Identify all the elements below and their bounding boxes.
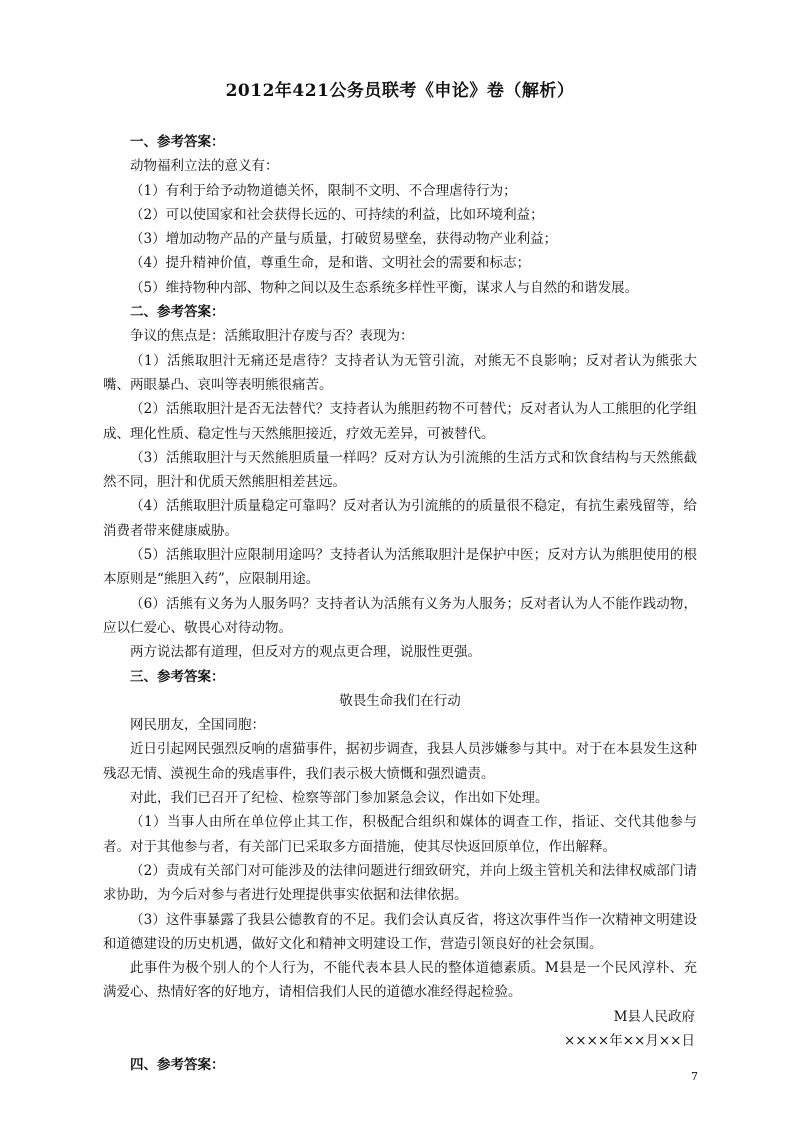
essay-paragraph: （1）当事人由所在单位停止其工作，积极配合组织和媒体的调查工作，指证、交代其他参与者。对于其他参与者，有关部门已采取多方面措施，使其尽快返回原单位，作出解释。: [103, 814, 697, 855]
section-2-item: （1）活熊取胆汁无痛还是虐待？支持者认为无管引流，对熊无不良影响；反对者认为熊张大嘴、两眼暴凸、哀叫等表明熊很痛苦。: [103, 352, 697, 393]
section-1-paragraph: 动物福利立法的意义有：: [130, 158, 279, 175]
section-2-paragraph: 争议的焦点是：活熊取胆汁存废与否？表现为：: [130, 328, 414, 345]
essay-paragraph: 对此，我们已召开了纪检、检察等部门参加紧急会议，作出如下处理。: [130, 790, 549, 807]
essay-paragraph: 近日引起网民强烈反响的虐猫事件，据初步调查，我县人员涉嫌参与其中。对于在本县发生这种残忍无情、漠视生命的残虐事件，我们表示极大愤慨和强烈谴责。: [103, 741, 697, 782]
essay-paragraph: 此事件为极个别人的个人行为，不能代表本县人民的整体道德素质。M县是一个民风淳朴、充满爱心、热情好客的好地方，请相信我们人民的道德水准经得起检验。: [103, 960, 697, 1001]
essay-date: ××××年××月××日: [564, 1032, 695, 1049]
section-2-item: （6）活熊有义务为人服务吗？支持者认为活熊有义务为人服务；反对者认为人不能作践动物，应以仁爱心、敬畏心对待动物。: [103, 595, 697, 636]
section-3-heading: 三、参考答案：: [130, 668, 225, 685]
essay-signature: M县人民政府: [613, 1008, 695, 1025]
section-2-item: （3）活熊取胆汁与天然熊胆质量一样吗？反对方认为引流熊的生活方式和饮食结构与天然熊截然不同，胆汁和优质天然熊胆相差甚远。: [103, 449, 697, 491]
section-1-item: （1）有利于给予动物道德关怀，限制不文明、不合理虐待行为；: [130, 182, 517, 199]
section-1-item: （2）可以使国家和社会获得长远的、可持续的利益，比如环境利益；: [130, 206, 544, 223]
essay-salutation: 网民朋友，全国同胞：: [130, 717, 265, 734]
document-title: 2012年421公务员联考《申论》卷（解析）: [225, 81, 575, 101]
section-1-item: （4）提升精神价值，尊重生命，是和谐、文明社会的需要和标志；: [130, 255, 531, 272]
section-1-item: （3）增加动物产品的产量与质量，打破贸易壁垒，获得动物产业利益；: [130, 231, 558, 248]
essay-paragraph: （2）责成有关部门对可能涉及的法律问题进行细致研究，并向上级主管机关和法律权威部门请求协助，为今后对参与者进行处理提供事实依据和法律依据。: [103, 862, 697, 904]
section-2-conclusion: 两方说法都有道理，但反对方的观点更合理，说服性更强。: [130, 644, 481, 661]
section-1-item: （5）维持物种内部、物种之间以及生态系统多样性平衡，谋求人与自然的和谐发展。: [130, 279, 639, 296]
essay-title: 敬畏生命我们在行动: [339, 692, 461, 709]
essay-paragraph: （3）这件事暴露了我县公德教育的不足。我们会认真反省，将这次事件当作一次精神文明建设和道德建设的历史机遇，做好文化和精神文明建设工作，营造引领良好的社会氛围。: [103, 911, 697, 952]
section-2-item: （5）活熊取胆汁应限制用途吗？支持者认为活熊取胆汁是保护中医；反对方认为熊胆使用的根本原则是“熊胆入药”，应限制用途。: [103, 547, 697, 588]
page-number: 7: [691, 1070, 698, 1083]
document-body: [103, 130, 697, 1078]
section-1-heading: 一、参考答案：: [130, 134, 225, 150]
section-2-item: （4）活熊取胆汁质量稳定可靠吗？反对者认为引流熊的的质量很不稳定，有抗生素残留等，给消费者带来健康威胁。: [103, 498, 697, 539]
section-4-heading: 四、参考答案：: [130, 1057, 225, 1074]
section-2-item: （2）活熊取胆汁是否无法替代？支持者认为熊胆药物不可替代；反对者认为人工熊胆的化学组成、理化性质、稳定性与天然熊胆接近，疗效无差异，可被替代。: [103, 401, 697, 442]
section-2-heading: 二、参考答案：: [130, 304, 225, 321]
